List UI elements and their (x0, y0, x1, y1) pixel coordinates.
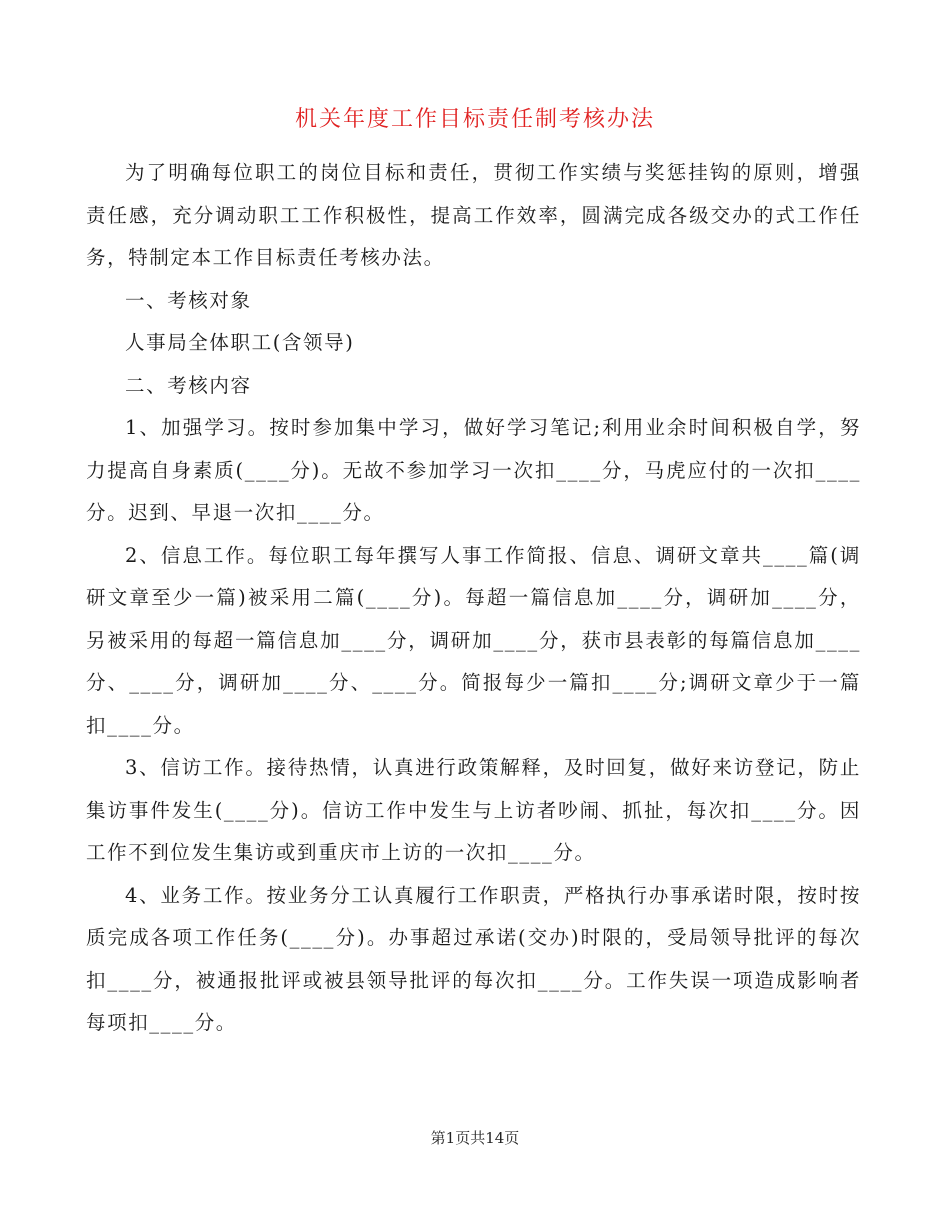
paragraph-item-study: 1、加强学习。按时参加集中学习，做好学习笔记;利用业余时间积极自学，努力提高自身素质(____分)。无故不参加学习一次扣____分，马虎应付的一次扣____分。迟到、早退一次扣____分。 (86, 416, 861, 524)
paragraph-assessment-target: 人事局全体职工(含领导) (125, 331, 355, 354)
document-title: 机关年度工作目标责任制考核办法 (294, 107, 655, 132)
section-heading-assessment-content: 二、考核内容 (125, 373, 252, 397)
page-number-footer: 第1页共14页 (430, 1129, 520, 1147)
paragraph-item-business: 4、业务工作。按业务分工认真履行工作职责，严格执行办事承诺时限，按时按质完成各项工作任务(____分)。办事超过承诺(交办)时限的，受局领导批评的每次扣____分，被通报批评或被县领导批评的每次扣____分。工作失误一项造成影响者每项扣____分。 (86, 883, 861, 1034)
paragraph-item-petition: 3、信访工作。接待热情，认真进行政策解释，及时回复，做好来访登记，防止集访事件发生(____分)。信访工作中发生与上访者吵闹、抓扯，每次扣____分。因工作不到位发生集访或到重庆市上访的一次扣____分。 (86, 756, 861, 864)
document-body (86, 152, 861, 1045)
paragraph-item-information: 2、信息工作。每位职工每年撰写人事工作简报、信息、调研文章共____篇(调研文章至少一篇)被采用二篇(____分)。每超一篇信息加____分，调研加____分，另被采用的每超一篇信息加____分，调研加____分，获市县表彰的每篇信息加____分、____分，调研加____分、____分。简报每少一篇扣____分;调研文章少于一篇扣____分。 (86, 543, 861, 737)
paragraph-intro: 为了明确每位职工的岗位目标和责任，贯彻工作实绩与奖惩挂钩的原则，增强责任感，充分调动职工工作积极性，提高工作效率，圆满完成各级交办的式工作任务，特制定本工作目标责任考核办法。 (86, 161, 861, 269)
section-heading-assessment-target: 一、考核对象 (125, 288, 252, 312)
